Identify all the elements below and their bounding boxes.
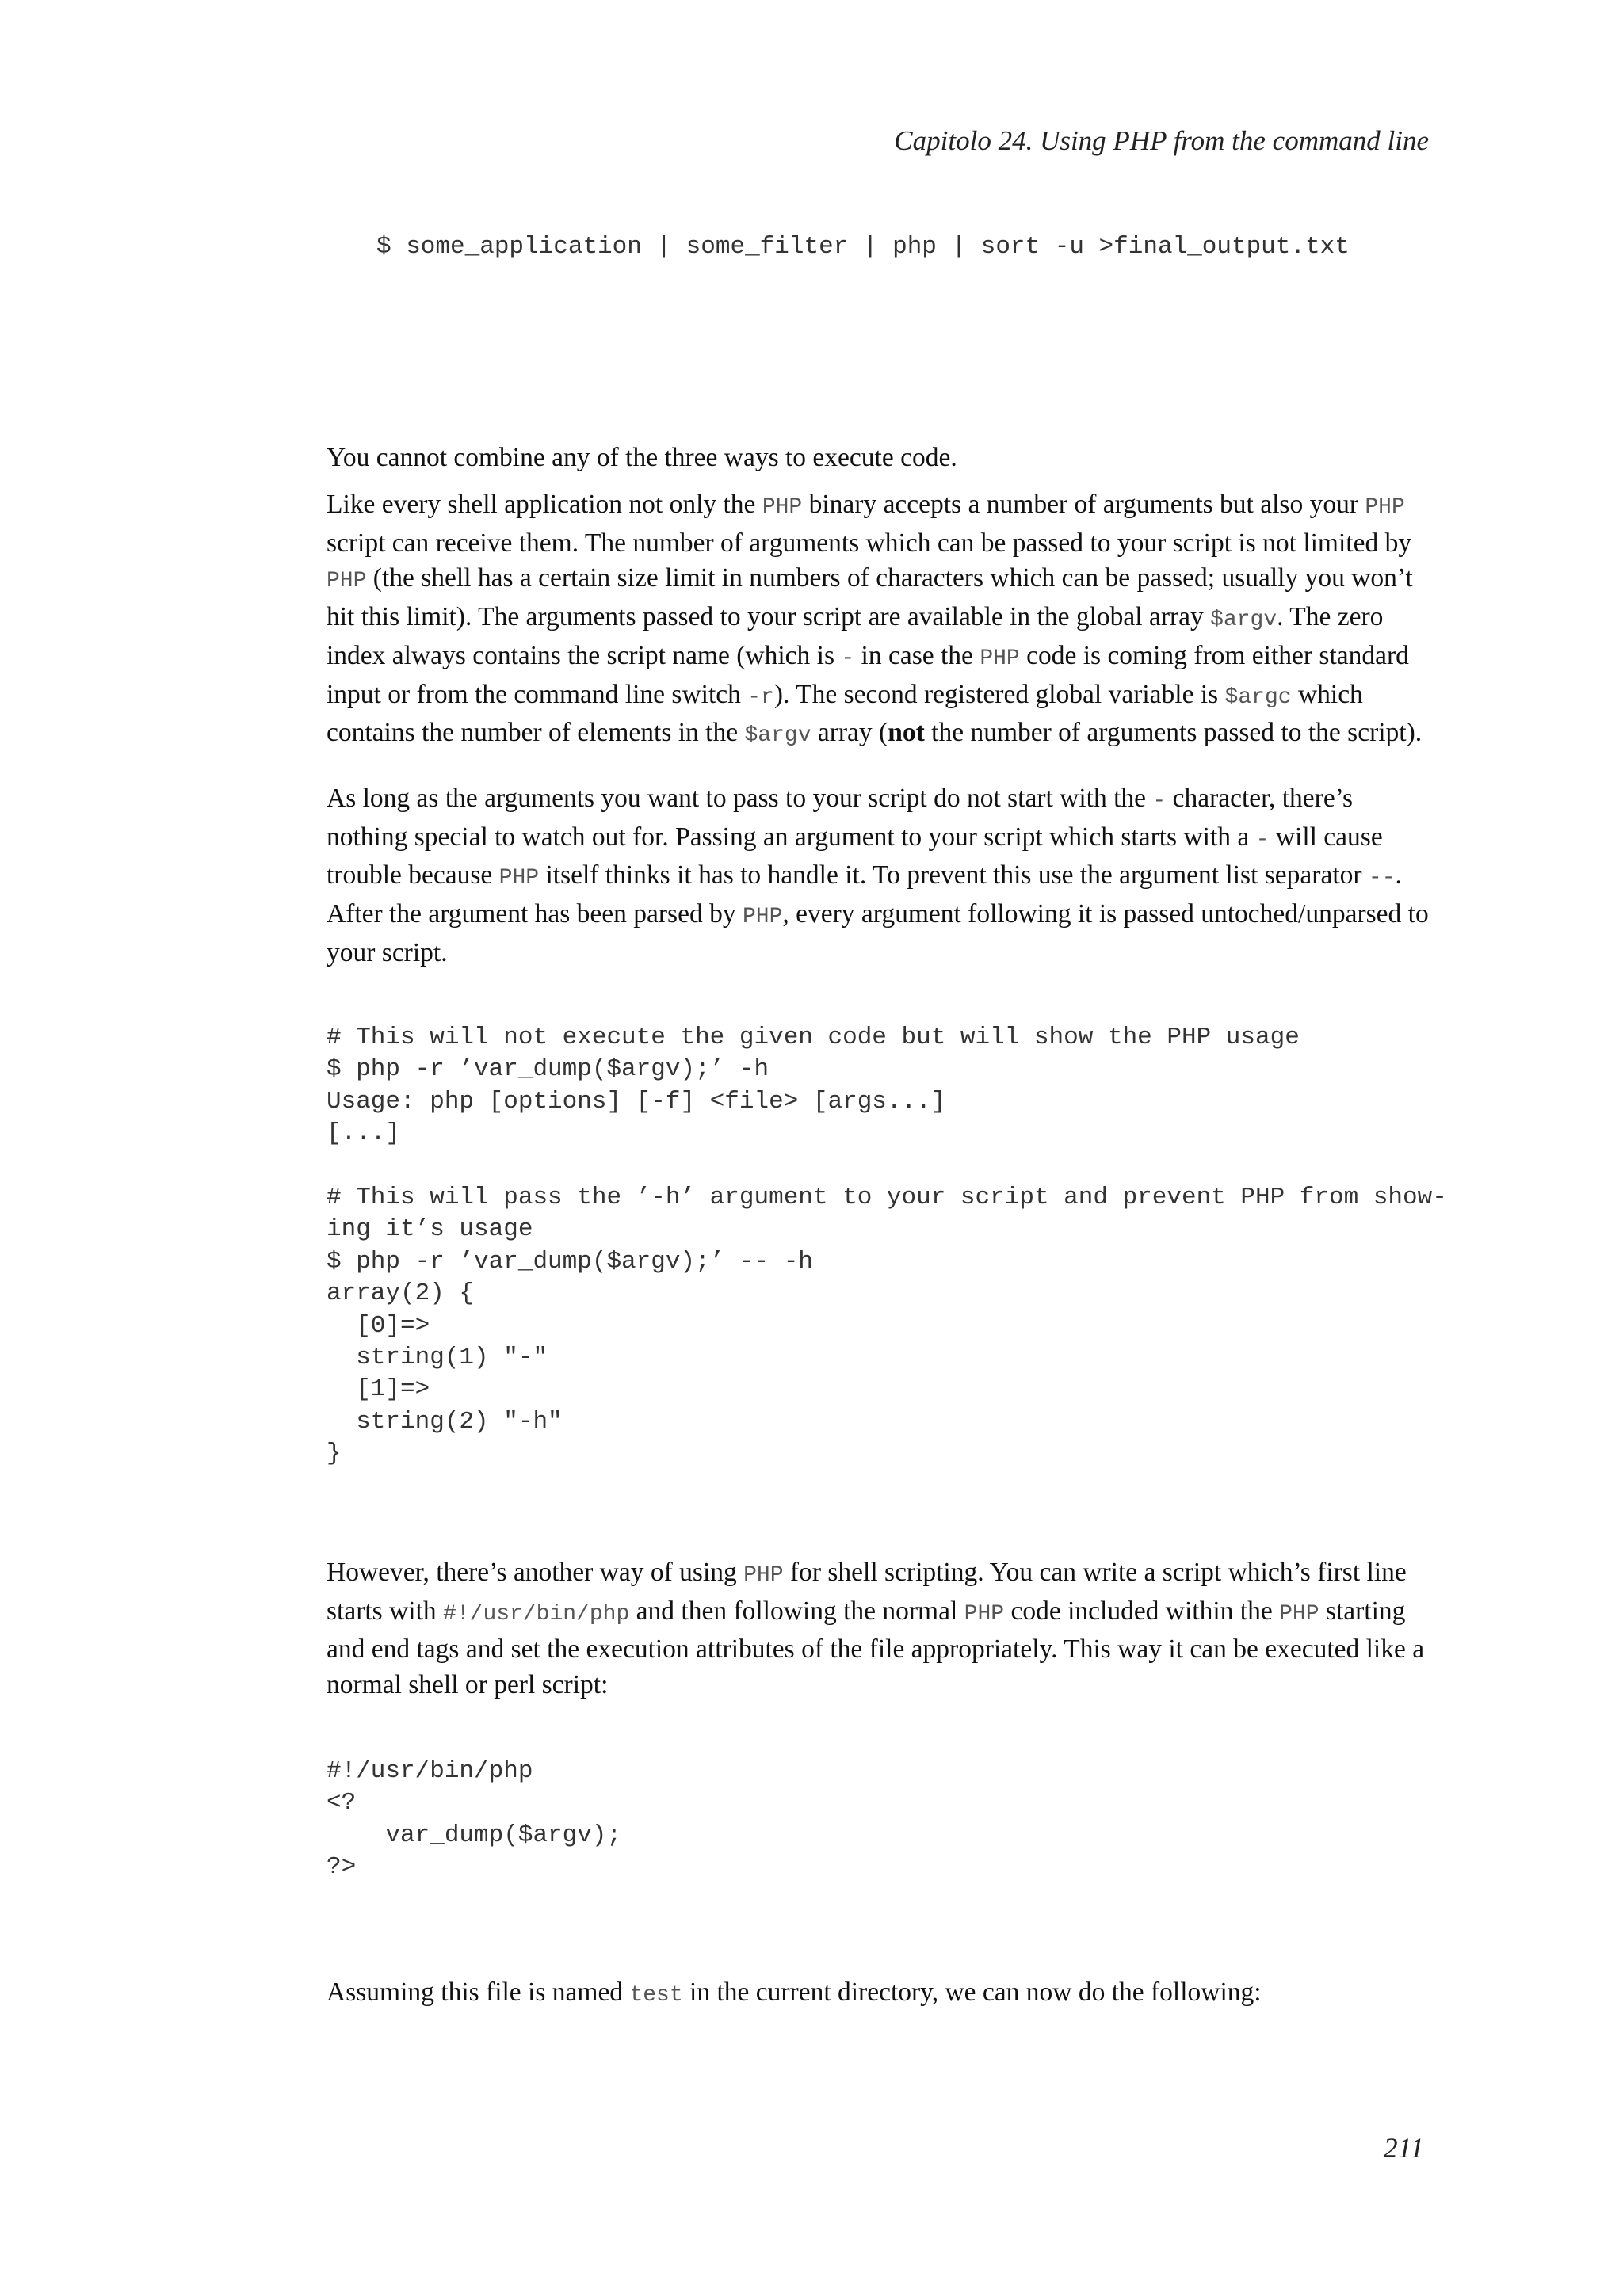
page-number: 211 [1383, 2132, 1424, 2164]
inline-code: PHP [327, 569, 367, 594]
inline-code: PHP [1279, 1601, 1319, 1627]
paragraph-arguments: Like every shell application not only the PHP binary accepts a number of arguments but also your PHP script can receive them. The number of arguments which can be passed to your script is not limited by PHP (the shell has a certain size limit in numbers of characters which can be passed; usually you won’t hit this limit). The arguments passed to your script are available in the global array $argv. The zero index always contains the script name (which is - in case the PHP code is coming from either standard input or from the command line switch -r). The second registered global variable is $argc which contains the number of elements in the $argv array (not the number of arguments passed to the script). [327, 490, 1423, 749]
inline-code: test [629, 1983, 683, 2008]
inline-code: PHP [743, 1563, 784, 1588]
code-block-script: #!/usr/bin/php <? var_dump($argv); ?> [327, 1757, 622, 1882]
inline-code: PHP [742, 905, 783, 930]
inline-code: PHP [762, 495, 803, 520]
inline-code: - [1255, 827, 1270, 852]
inline-code: PHP [498, 866, 540, 891]
inline-code: $argv [1210, 608, 1277, 633]
inline-code: -- [1368, 866, 1396, 891]
inline-code: - [841, 646, 855, 671]
inline-code: -r [747, 685, 774, 710]
paragraph-separator: As long as the arguments you want to pass to your script do not start with the - character, there’s nothing special to watch out for. Passing an argument to your script which starts with a - will cause trouble because PHP itself thinks it has to handle it. To prevent this use the argument list separator --. After the argument has been parsed by PHP, every argument following it is passed untoched/unparsed to your script. [327, 784, 1429, 967]
inline-code: $argv [744, 723, 812, 749]
paragraph-test-file: Assuming this file is named test in the current directory, we can now do the following: [327, 1978, 1262, 2008]
code-block-args: # This will not execute the given code but will show the PHP usage $ php -r ’var_dump($argv);’ -h Usage: php [options] [-f] <file> [args...] [...] # This will pass the ’-h’ argument to your script and prevent PHP from show- ing it’s usage $ php -r ’var_dump($argv);’ -- -h array(2) { [0]=> string(1) "-" [1]=> string(2) "-h" } [327, 1024, 1447, 1468]
paragraph-combine: You cannot combine any of the three ways to execute code. [327, 443, 957, 472]
running-header: Capitolo 24. Using PHP from the command line [894, 125, 1429, 156]
inline-code: $argc [1224, 685, 1292, 710]
inline-code: #!/usr/bin/php [443, 1601, 630, 1627]
bold-text: not [888, 718, 925, 748]
inline-code: PHP [980, 646, 1020, 671]
code-block-pipe: $ some_application | some_filter | php | sort -u >final_output.txt [376, 233, 1350, 261]
inline-code: PHP [1365, 495, 1405, 520]
paragraph-shebang: However, there’s another way of using PHP for shell scripting. You can write a script which’s first line starts with #!/usr/bin/php and then following the normal PHP code included within the PHP starting and end tags and set the execution attributes of the file appropriately. This way it can be executed like a normal shell or perl script: [327, 1558, 1425, 1700]
inline-code: - [1152, 789, 1167, 814]
inline-code: PHP [964, 1601, 1005, 1627]
